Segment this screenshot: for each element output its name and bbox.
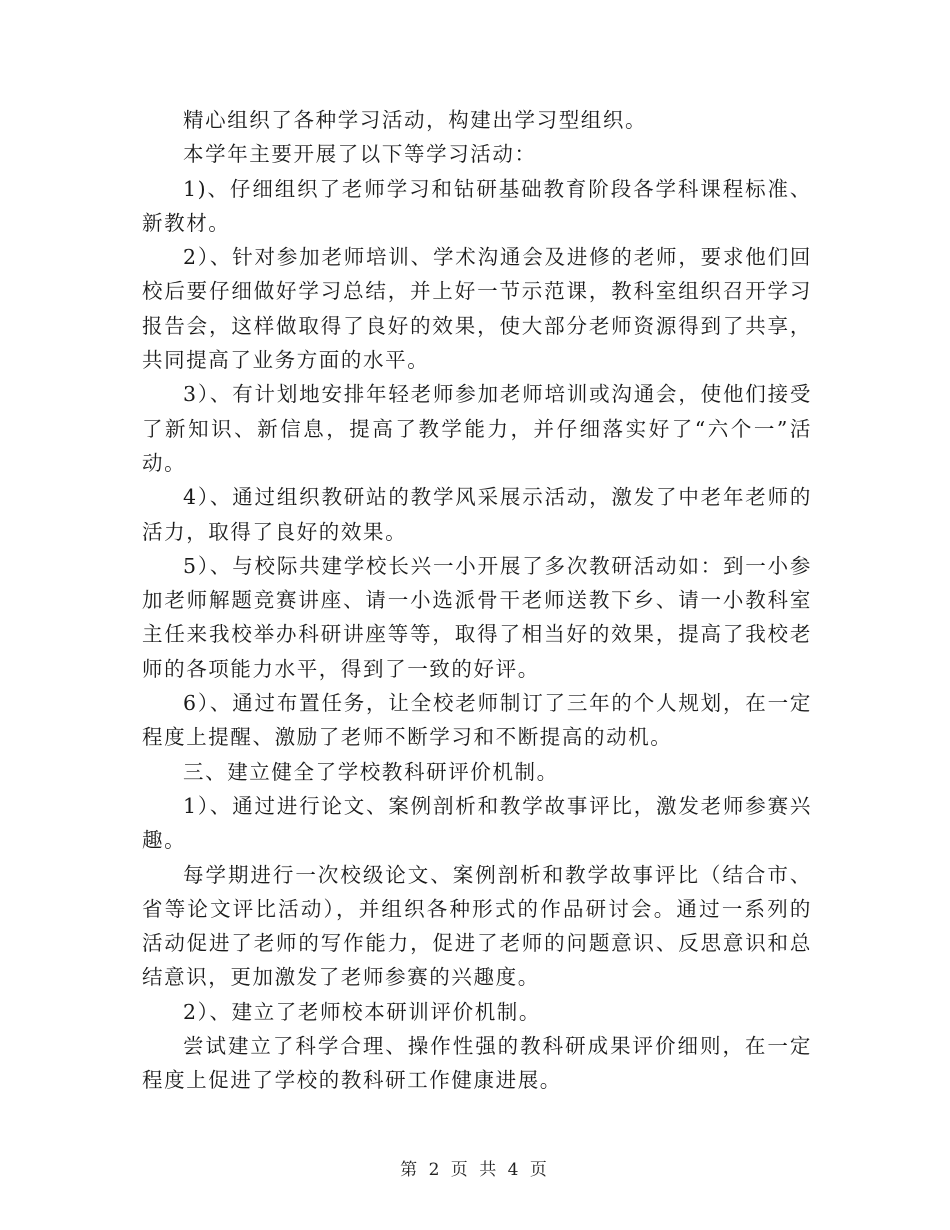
- paragraph: 5）、与校际共建学校长兴一小开展了多次教研活动如：到一小参加老师解题竞赛讲座、请一小选派骨干老师送教下乡、请一小教科室主任来我校举办科研讲座等等，取得了相当好的效果，提高了我校老师的各项能力水平，得到了一致的好评。: [142, 553, 812, 681]
- document-body: [142, 103, 812, 1098]
- section-heading: 三、建立健全了学校教科研评价机制。: [183, 759, 559, 784]
- paragraph: 6）、通过布置任务，让全校老师制订了三年的个人规划，在一定程度上提醒、激励了老师不断学习和不断提高的动机。: [142, 691, 812, 750]
- paragraph: 本学年主要开展了以下等学习活动：: [183, 142, 537, 167]
- paragraph: 每学期进行一次校级论文、案例剖析和教学故事评比（结合市、省等论文评比活动），并组织各种形式的作品研讨会。通过一系列的活动促进了老师的写作能力，促进了老师的问题意识、反思意识和总结意识，更加激发了老师参赛的兴趣度。: [142, 862, 812, 990]
- paragraph: 1)、仔细组织了老师学习和钻研基础教育阶段各学科课程标准、新教材。: [142, 176, 812, 235]
- paragraph: 1）、通过进行论文、案例剖析和教学故事评比，激发老师参赛兴趣。: [142, 793, 812, 853]
- paragraph: 尝试建立了科学合理、操作性强的教科研成果评价细则，在一定程度上促进了学校的教科研工作健康进展。: [142, 1034, 812, 1093]
- paragraph: 2）、建立了老师校本研训评价机制。: [183, 999, 541, 1024]
- paragraph: 3）、有计划地安排年轻老师参加老师培训或沟通会，使他们接受了新知识、新信息，提高了教学能力，并仔细落实好了“六个一”活动。: [142, 382, 812, 475]
- paragraph: 2）、针对参加老师培训、学术沟通会及进修的老师，要求他们回校后要仔细做好学习总结，并上好一节示范课，教科室组织召开学习报告会，这样做取得了良好的效果，使大部分老师资源得到了共享，共同提高了业务方面的水平。: [142, 245, 812, 373]
- paragraph: 4）、通过组织教研站的教学风采展示活动，激发了中老年老师的活力，取得了良好的效果。: [142, 485, 812, 544]
- paragraph: 精心组织了各种学习活动，构建出学习型组织。: [183, 108, 648, 132]
- page-number-footer: 第 2 页 共 4 页: [400, 1160, 550, 1180]
